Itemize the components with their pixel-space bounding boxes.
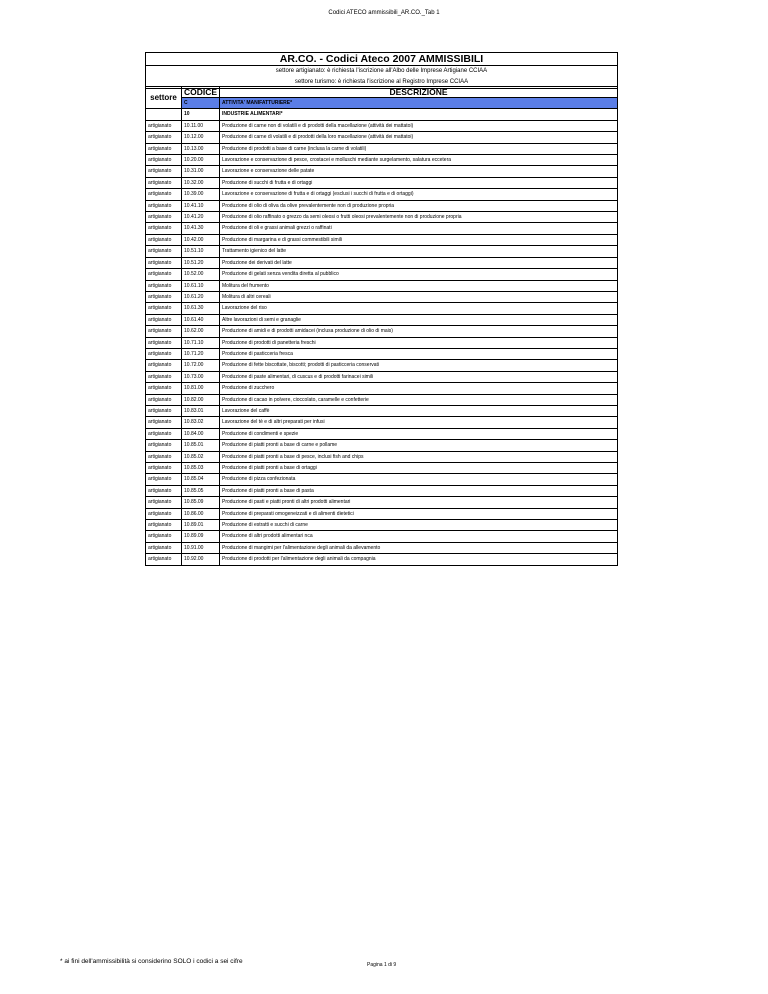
row-settore: artigianato [146, 348, 182, 359]
row-descrizione: Produzione di piatti pronti a base di pesce, inclusi fish and chips [220, 451, 618, 462]
table-row [146, 417, 618, 428]
row-descrizione: Lavorazione e conservazione delle patate [220, 166, 618, 177]
row-codice: 10.52.00 [182, 269, 220, 280]
group-label: INDUSTRIE ALIMENTARI* [220, 109, 618, 120]
row-settore: artigianato [146, 440, 182, 451]
row-codice: 10.31.00 [182, 166, 220, 177]
row-descrizione: Lavorazione del riso [220, 303, 618, 314]
row-settore: artigianato [146, 291, 182, 302]
row-codice: 10.85.05 [182, 485, 220, 496]
row-codice: 10.13.00 [182, 143, 220, 154]
row-descrizione: Altre lavorazioni di semi e granaglie [220, 314, 618, 325]
row-codice: 10.92.00 [182, 554, 220, 565]
row-codice: 10.41.20 [182, 212, 220, 223]
row-settore: artigianato [146, 246, 182, 257]
row-codice: 10.83.02 [182, 417, 220, 428]
table-row [146, 143, 618, 154]
row-settore: artigianato [146, 303, 182, 314]
table-row [146, 451, 618, 462]
row-descrizione: Produzione di preparati omogeneizzati e di alimenti dietetici [220, 508, 618, 519]
row-settore: artigianato [146, 177, 182, 188]
row-settore: artigianato [146, 132, 182, 143]
row-codice: 10.51.10 [182, 246, 220, 257]
row-codice: 10.61.40 [182, 314, 220, 325]
row-descrizione: Molitura di altri cereali [220, 291, 618, 302]
footer-note: * ai fini dell'ammissibilità si considerino SOLO i codici a sei cifre [60, 958, 243, 965]
row-codice: 10.32.00 [182, 177, 220, 188]
row-descrizione: Produzione di piatti pronti a base di ortaggi [220, 463, 618, 474]
row-descrizione: Produzione di fette biscottate, biscotti; prodotti di pasticceria conservati [220, 360, 618, 371]
table-row [146, 166, 618, 177]
row-descrizione: Produzione di cacao in polvere, cioccolato, caramelle e confetterie [220, 394, 618, 405]
row-settore: artigianato [146, 234, 182, 245]
row-descrizione: Produzione di prodotti per l'alimentazione degli animali da compagnia [220, 554, 618, 565]
row-settore: artigianato [146, 474, 182, 485]
row-codice: 10.89.01 [182, 520, 220, 531]
row-descrizione: Produzione di mangimi per l'alimentazione degli animali da allevamento [220, 542, 618, 553]
table-row [146, 463, 618, 474]
row-settore: artigianato [146, 223, 182, 234]
table-row [146, 120, 618, 131]
table-row [146, 155, 618, 166]
table-row [146, 314, 618, 325]
row-descrizione: Produzione di piatti pronti a base di pasta [220, 485, 618, 496]
table-row [146, 223, 618, 234]
row-codice: 10.82.00 [182, 394, 220, 405]
row-descrizione: Lavorazione del caffè [220, 405, 618, 416]
row-codice: 10.84.00 [182, 428, 220, 439]
sheet-title: AR.CO. - Codici Ateco 2007 AMMISSIBILI [146, 53, 617, 66]
row-codice: 10.86.00 [182, 508, 220, 519]
row-descrizione: Molitura del frumento [220, 280, 618, 291]
sheet-title-block [145, 52, 618, 89]
table-header-row [146, 87, 618, 98]
row-codice: 10.12.00 [182, 132, 220, 143]
header-descrizione: DESCRIZIONE [220, 87, 618, 98]
table-row [146, 371, 618, 382]
row-codice: 10.83.01 [182, 405, 220, 416]
row-codice: 10.61.20 [182, 291, 220, 302]
table-row [146, 177, 618, 188]
row-descrizione: Produzione di altri prodotti alimentari nca [220, 531, 618, 542]
row-descrizione: Produzione di condimenti e spezie [220, 428, 618, 439]
row-settore: artigianato [146, 143, 182, 154]
table-row [146, 189, 618, 200]
table-row [146, 269, 618, 280]
table-row [146, 508, 618, 519]
table-row [146, 554, 618, 565]
table-row [146, 212, 618, 223]
row-codice: 10.85.01 [182, 440, 220, 451]
section-code: C [182, 98, 220, 109]
table-row [146, 405, 618, 416]
subtitle-turismo: settore turismo: è richiesta l'iscrizione al Registro Imprese CCIAA [294, 79, 469, 85]
row-codice: 10.39.00 [182, 189, 220, 200]
row-codice: 10.41.30 [182, 223, 220, 234]
row-descrizione: Produzione di margarina e di grassi commestibili simili [220, 234, 618, 245]
row-descrizione: Lavorazione e conservazione di pesce, crostacei e molluschi mediante surgelamento, salatura eccetera [220, 155, 618, 166]
group-row [146, 109, 618, 120]
header-settore: settore [146, 87, 182, 109]
group-code: 10 [182, 109, 220, 120]
row-descrizione: Trattamento igienico del latte [220, 246, 618, 257]
row-codice: 10.42.00 [182, 234, 220, 245]
row-settore: artigianato [146, 314, 182, 325]
table-row [146, 440, 618, 451]
row-codice: 10.89.09 [182, 531, 220, 542]
row-codice: 10.91.00 [182, 542, 220, 553]
row-settore: artigianato [146, 269, 182, 280]
row-descrizione: Produzione di piatti pronti a base di carne e pollame [220, 440, 618, 451]
row-settore: artigianato [146, 497, 182, 508]
row-codice: 10.41.10 [182, 200, 220, 211]
row-descrizione: Produzione di succhi di frutta e di ortaggi [220, 177, 618, 188]
row-codice: 10.85.03 [182, 463, 220, 474]
table-row [146, 497, 618, 508]
row-descrizione: Produzione di estratti e succhi di carne [220, 520, 618, 531]
row-descrizione: Produzione di prodotti di panetteria freschi [220, 337, 618, 348]
row-descrizione: Produzione di paste alimentari, di cuscus e di prodotti farinacei simili [220, 371, 618, 382]
row-codice: 10.73.00 [182, 371, 220, 382]
row-settore: artigianato [146, 417, 182, 428]
row-settore: artigianato [146, 520, 182, 531]
row-descrizione: Produzione di pizza confezionata [220, 474, 618, 485]
row-codice: 10.85.09 [182, 497, 220, 508]
table-row [146, 280, 618, 291]
row-settore: artigianato [146, 554, 182, 565]
table-row [146, 257, 618, 268]
table-row [146, 303, 618, 314]
row-settore: artigianato [146, 120, 182, 131]
row-settore: artigianato [146, 337, 182, 348]
row-codice: 10.11.00 [182, 120, 220, 131]
table-row [146, 383, 618, 394]
row-descrizione: Produzione di olio di oliva da olive prevalentemente non di produzione propria [220, 200, 618, 211]
table-row [146, 474, 618, 485]
row-codice: 10.71.10 [182, 337, 220, 348]
table-row [146, 200, 618, 211]
codes-table [145, 86, 618, 566]
table-row [146, 428, 618, 439]
table-row [146, 531, 618, 542]
row-descrizione: Lavorazione del tè e di altri preparati per infusi [220, 417, 618, 428]
row-descrizione: Produzione di oli e grassi animali grezzi o raffinati [220, 223, 618, 234]
row-descrizione: Produzione di prodotti a base di carne (inclusa la carne di volatili) [220, 143, 618, 154]
row-codice: 10.61.10 [182, 280, 220, 291]
header-codice: CODICE [182, 87, 220, 98]
document-header: Codici ATECO ammissibili_AR.CO._Tab 1 [328, 10, 440, 16]
table-row [146, 485, 618, 496]
row-settore: artigianato [146, 280, 182, 291]
table-row [146, 132, 618, 143]
row-codice: 10.61.30 [182, 303, 220, 314]
table-row [146, 394, 618, 405]
row-codice: 10.51.20 [182, 257, 220, 268]
row-settore: artigianato [146, 508, 182, 519]
row-descrizione: Produzione di olio raffinato o grezzo da semi oleosi o frutti oleosi prevalentemente non di produzione propria [220, 212, 618, 223]
row-descrizione: Produzione di pasti e piatti pronti di altri prodotti alimentari [220, 497, 618, 508]
table-row [146, 326, 618, 337]
row-settore: artigianato [146, 189, 182, 200]
row-settore: artigianato [146, 200, 182, 211]
section-label: ATTIVITA' MANIFATTURIERE* [220, 98, 618, 109]
section-row [146, 98, 618, 109]
table-row [146, 337, 618, 348]
row-settore: artigianato [146, 451, 182, 462]
row-settore: artigianato [146, 394, 182, 405]
row-settore: artigianato [146, 360, 182, 371]
row-codice: 10.85.04 [182, 474, 220, 485]
row-descrizione: Produzione di carne di volatili e di prodotti della loro macellazione (attività dei mattatoi) [220, 132, 618, 143]
row-settore: artigianato [146, 257, 182, 268]
row-settore: artigianato [146, 155, 182, 166]
subtitle-artigianato: settore artigianato: è richiesta l'iscrizione all'Albo delle Imprese Artigiane CCIAA [275, 68, 488, 74]
row-descrizione: Produzione di carne non di volatili e di prodotti della macellazione (attività dei mattatoi) [220, 120, 618, 131]
row-settore: artigianato [146, 428, 182, 439]
row-settore: artigianato [146, 463, 182, 474]
row-descrizione: Lavorazione e conservazione di frutta e di ortaggi (esclusi i succhi di frutta e di ortaggi) [220, 189, 618, 200]
group-empty-cell [146, 109, 182, 120]
row-codice: 10.72.00 [182, 360, 220, 371]
row-settore: artigianato [146, 405, 182, 416]
row-settore: artigianato [146, 531, 182, 542]
row-codice: 10.85.02 [182, 451, 220, 462]
table-row [146, 542, 618, 553]
table-row [146, 360, 618, 371]
row-descrizione: Produzione di amidi e di prodotti amidacei (inclusa produzione di olio di mais) [220, 326, 618, 337]
table-row [146, 246, 618, 257]
row-codice: 10.62.00 [182, 326, 220, 337]
row-settore: artigianato [146, 485, 182, 496]
page-number: Pagina 1 di 9 [367, 962, 397, 968]
row-settore: artigianato [146, 326, 182, 337]
row-settore: artigianato [146, 371, 182, 382]
row-descrizione: Produzione di pasticceria fresca [220, 348, 618, 359]
table-row [146, 348, 618, 359]
row-settore: artigianato [146, 542, 182, 553]
row-codice: 10.81.00 [182, 383, 220, 394]
table-row [146, 234, 618, 245]
row-settore: artigianato [146, 166, 182, 177]
row-descrizione: Produzione dei derivati del latte [220, 257, 618, 268]
row-settore: artigianato [146, 212, 182, 223]
row-codice: 10.71.20 [182, 348, 220, 359]
row-descrizione: Produzione di gelati senza vendita diretta al pubblico [220, 269, 618, 280]
table-row [146, 291, 618, 302]
table-row [146, 520, 618, 531]
row-descrizione: Produzione di zucchero [220, 383, 618, 394]
row-settore: artigianato [146, 383, 182, 394]
row-codice: 10.20.00 [182, 155, 220, 166]
